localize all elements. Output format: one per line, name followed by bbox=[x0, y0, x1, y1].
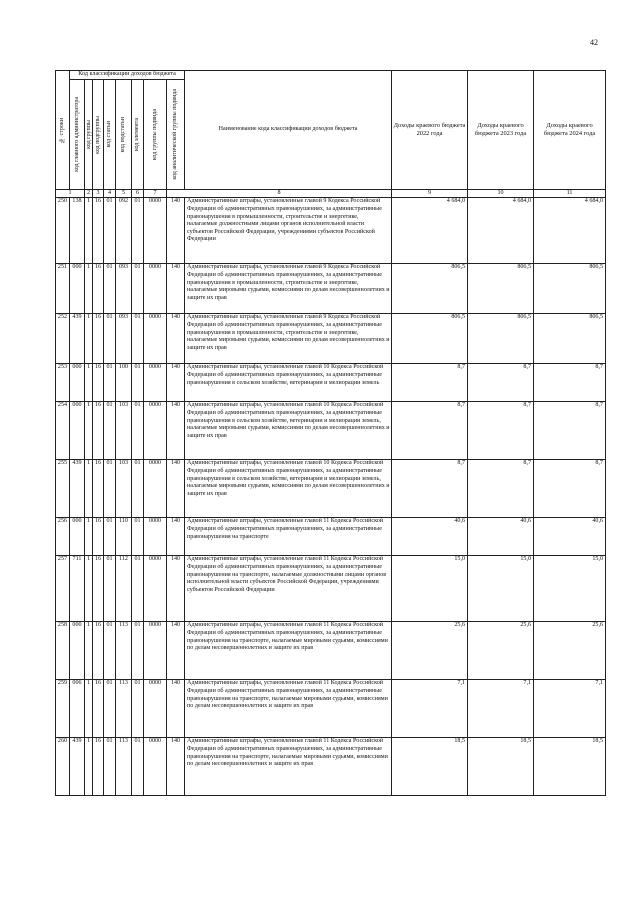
admin-code: 006 bbox=[70, 680, 85, 738]
element-code: 01 bbox=[132, 622, 144, 680]
analytic-group-code: 140 bbox=[167, 518, 185, 556]
row-number: 251 bbox=[56, 264, 70, 314]
group-code: 1 bbox=[85, 622, 93, 680]
income-2023: 40,6 bbox=[468, 518, 534, 556]
subtype-group-code: 0000 bbox=[144, 680, 167, 738]
article-code: 01 bbox=[104, 314, 116, 364]
row-number: 259 bbox=[56, 680, 70, 738]
income-code-name: Административные штрафы, установленные главой 10 Кодекса Российской Федерации об административных правонарушениях, за административные правонарушения в сельском хозяйстве, ветеринарии и мелиорации земель, налагаемые мировыми судьями, комиссиями по делам несовершеннолетних и защите их прав bbox=[185, 402, 392, 460]
income-2024: 40,6 bbox=[534, 518, 606, 556]
column-number-row bbox=[56, 190, 606, 198]
admin-code: 439 bbox=[70, 314, 85, 364]
header-group-code: код группы bbox=[85, 80, 93, 190]
income-code-name: Административные штрафы, установленные главой 10 Кодекса Российской Федерации об административных правонарушениях, за административные правонарушения в сельском хозяйстве, ветеринарии и мелиорации земель, налагаемые мировыми судьями, комиссиями по делам несовершеннолетних и защите их прав bbox=[185, 460, 392, 518]
table-row bbox=[56, 402, 606, 460]
income-code-name: Административные штрафы, установленные главой 9 Кодекса Российской Федерации об административных правонарушениях, за административные правонарушения в промышленности, строительстве и энергетике, налагаемые должностными лицами органов исполнительной власти субъектов Российской Федерации, учреждениями субъектов Российской Федерации bbox=[185, 198, 392, 264]
analytic-group-code: 140 bbox=[167, 402, 185, 460]
substat-code: 103 bbox=[116, 460, 132, 518]
subgroup-code: 16 bbox=[93, 364, 104, 402]
table-row bbox=[56, 314, 606, 364]
group-code: 1 bbox=[85, 556, 93, 622]
column-number: 7 bbox=[144, 190, 167, 198]
income-2024: 18,5 bbox=[534, 738, 606, 796]
income-2022: 4 684,0 bbox=[392, 198, 468, 264]
header-analytic-group-code: код аналитической группы подвида bbox=[167, 80, 185, 190]
column-number: 10 bbox=[468, 190, 534, 198]
element-code: 01 bbox=[132, 556, 144, 622]
subgroup-code: 16 bbox=[93, 198, 104, 264]
article-code: 01 bbox=[104, 518, 116, 556]
subtype-group-code: 0000 bbox=[144, 622, 167, 680]
analytic-group-code: 140 bbox=[167, 680, 185, 738]
article-code: 01 bbox=[104, 622, 116, 680]
row-number: 255 bbox=[56, 460, 70, 518]
income-2022: 806,5 bbox=[392, 314, 468, 364]
column-number: 11 bbox=[534, 190, 606, 198]
subgroup-code: 16 bbox=[93, 680, 104, 738]
subtype-group-code: 0000 bbox=[144, 556, 167, 622]
substat-code: 113 bbox=[116, 680, 132, 738]
row-number: 252 bbox=[56, 314, 70, 364]
group-code: 1 bbox=[85, 738, 93, 796]
subtype-group-code: 0000 bbox=[144, 518, 167, 556]
income-2024: 8,7 bbox=[534, 460, 606, 518]
table-header bbox=[56, 71, 606, 198]
subtype-group-code: 0000 bbox=[144, 460, 167, 518]
column-number: 3 bbox=[93, 190, 104, 198]
table-row bbox=[56, 264, 606, 314]
element-code: 01 bbox=[132, 680, 144, 738]
row-number: 258 bbox=[56, 622, 70, 680]
analytic-group-code: 140 bbox=[167, 460, 185, 518]
table-row bbox=[56, 364, 606, 402]
admin-code: 000 bbox=[70, 402, 85, 460]
subgroup-code: 16 bbox=[93, 518, 104, 556]
element-code: 01 bbox=[132, 738, 144, 796]
article-code: 01 bbox=[104, 402, 116, 460]
column-number: 1 bbox=[56, 190, 85, 198]
analytic-group-code: 140 bbox=[167, 198, 185, 264]
table-body bbox=[56, 198, 606, 796]
income-2022: 7,1 bbox=[392, 680, 468, 738]
substat-code: 093 bbox=[116, 264, 132, 314]
income-code-name: Административные штрафы, установленные главой 9 Кодекса Российской Федерации об административных правонарушениях, за административные правонарушения в промышленности, строительстве и энергетике, налагаемые мировыми судьями, комиссиями по делам несовершеннолетних и защите их прав bbox=[185, 314, 392, 364]
header-income-2022: Доходы краевого бюджета 2022 года bbox=[392, 71, 468, 190]
income-2024: 25,6 bbox=[534, 622, 606, 680]
header-name: Наименование кода классификации доходов бюджета bbox=[185, 71, 392, 190]
substat-code: 092 bbox=[116, 198, 132, 264]
substat-code: 100 bbox=[116, 364, 132, 402]
article-code: 01 bbox=[104, 680, 116, 738]
article-code: 01 bbox=[104, 198, 116, 264]
header-substat-code: код подстатьи bbox=[116, 80, 132, 190]
income-2023: 806,5 bbox=[468, 264, 534, 314]
header-admin-code: код главного администратора bbox=[70, 80, 85, 190]
header-subgroup-code: код подгруппы bbox=[93, 80, 104, 190]
article-code: 01 bbox=[104, 364, 116, 402]
group-code: 1 bbox=[85, 518, 93, 556]
income-2023: 25,6 bbox=[468, 622, 534, 680]
subgroup-code: 16 bbox=[93, 738, 104, 796]
income-2024: 15,0 bbox=[534, 556, 606, 622]
income-2023: 8,7 bbox=[468, 364, 534, 402]
income-2023: 806,5 bbox=[468, 314, 534, 364]
article-code: 01 bbox=[104, 556, 116, 622]
income-code-name: Административные штрафы, установленные главой 11 Кодекса Российской Федерации об административных правонарушениях, за административные правонарушения на транспорте, налагаемые мировыми судьями, комиссиями по делам несовершеннолетних и защите их прав bbox=[185, 622, 392, 680]
article-code: 01 bbox=[104, 264, 116, 314]
admin-code: 439 bbox=[70, 460, 85, 518]
group-code: 1 bbox=[85, 314, 93, 364]
income-2024: 806,5 bbox=[534, 314, 606, 364]
group-code: 1 bbox=[85, 198, 93, 264]
subtype-group-code: 0000 bbox=[144, 198, 167, 264]
column-number: 5 bbox=[116, 190, 132, 198]
column-number: 6 bbox=[132, 190, 144, 198]
group-code: 1 bbox=[85, 364, 93, 402]
header-income-2023: Доходы краевого бюджета 2023 года bbox=[468, 71, 534, 190]
income-2022: 8,7 bbox=[392, 402, 468, 460]
substat-code: 112 bbox=[116, 556, 132, 622]
row-number: 260 bbox=[56, 738, 70, 796]
income-2024: 7,1 bbox=[534, 680, 606, 738]
admin-code: 000 bbox=[70, 518, 85, 556]
budget-income-table bbox=[55, 70, 606, 796]
income-2023: 8,7 bbox=[468, 402, 534, 460]
income-code-name: Административные штрафы, установленные главой 9 Кодекса Российской Федерации об административных правонарушениях, за административные правонарушения в промышленности, строительстве и энергетике, налагаемые мировыми судьями, комиссиями по делам несовершеннолетних и защите их прав bbox=[185, 264, 392, 314]
column-number: 4 bbox=[104, 190, 116, 198]
analytic-group-code: 140 bbox=[167, 556, 185, 622]
income-2022: 18,5 bbox=[392, 738, 468, 796]
article-code: 01 bbox=[104, 738, 116, 796]
substat-code: 093 bbox=[116, 314, 132, 364]
header-classification-group: Код классификации доходов бюджета bbox=[70, 71, 185, 80]
subgroup-code: 16 bbox=[93, 314, 104, 364]
subgroup-code: 16 bbox=[93, 556, 104, 622]
income-2022: 40,6 bbox=[392, 518, 468, 556]
income-2022: 15,0 bbox=[392, 556, 468, 622]
income-code-name: Административные штрафы, установленные главой 11 Кодекса Российской Федерации об административных правонарушениях, за административные правонарушения на транспорте, налагаемые мировыми судьями, комиссиями по делам несовершеннолетних и защите их прав bbox=[185, 738, 392, 796]
substat-code: 113 bbox=[116, 738, 132, 796]
table-row bbox=[56, 198, 606, 264]
article-code: 01 bbox=[104, 460, 116, 518]
table-row bbox=[56, 680, 606, 738]
page-number: 42 bbox=[590, 38, 598, 47]
subtype-group-code: 0000 bbox=[144, 364, 167, 402]
analytic-group-code: 140 bbox=[167, 314, 185, 364]
element-code: 01 bbox=[132, 402, 144, 460]
column-number: 8 bbox=[167, 190, 392, 198]
substat-code: 103 bbox=[116, 402, 132, 460]
income-2023: 7,1 bbox=[468, 680, 534, 738]
subgroup-code: 16 bbox=[93, 402, 104, 460]
subgroup-code: 16 bbox=[93, 460, 104, 518]
analytic-group-code: 140 bbox=[167, 738, 185, 796]
income-2023: 8,7 bbox=[468, 460, 534, 518]
income-2024: 806,5 bbox=[534, 264, 606, 314]
analytic-group-code: 140 bbox=[167, 264, 185, 314]
admin-code: 711 bbox=[70, 556, 85, 622]
subtype-group-code: 0000 bbox=[144, 264, 167, 314]
subtype-group-code: 0000 bbox=[144, 402, 167, 460]
column-number: 9 bbox=[392, 190, 468, 198]
table-row bbox=[56, 460, 606, 518]
table-row bbox=[56, 556, 606, 622]
subtype-group-code: 0000 bbox=[144, 314, 167, 364]
table-row bbox=[56, 738, 606, 796]
admin-code: 000 bbox=[70, 364, 85, 402]
income-2024: 8,7 bbox=[534, 364, 606, 402]
substat-code: 110 bbox=[116, 518, 132, 556]
element-code: 01 bbox=[132, 264, 144, 314]
table-row bbox=[56, 622, 606, 680]
element-code: 01 bbox=[132, 198, 144, 264]
header-element-code: код элемента bbox=[132, 80, 144, 190]
row-number: 254 bbox=[56, 402, 70, 460]
admin-code: 439 bbox=[70, 738, 85, 796]
income-code-name: Административные штрафы, установленные главой 11 Кодекса Российской Федерации об административных правонарушениях, за административные правонарушения на транспорте, налагаемые мировыми судьями, комиссиями по делам несовершеннолетних и защите их прав bbox=[185, 680, 392, 738]
subgroup-code: 16 bbox=[93, 264, 104, 314]
income-code-name: Административные штрафы, установленные главой 11 Кодекса Российской Федерации об административных правонарушениях, за административные правонарушения на транспорте bbox=[185, 518, 392, 556]
substat-code: 113 bbox=[116, 622, 132, 680]
element-code: 01 bbox=[132, 460, 144, 518]
group-code: 1 bbox=[85, 680, 93, 738]
column-number: 2 bbox=[85, 190, 93, 198]
header-row-no: № строки bbox=[56, 71, 70, 190]
subtype-group-code: 0000 bbox=[144, 738, 167, 796]
header-subtype-group-code: код группы подвида bbox=[144, 80, 167, 190]
income-code-name: Административные штрафы, установленные главой 10 Кодекса Российской Федерации об административных правонарушениях, за административные правонарушения в сельском хозяйстве, ветеринарии и мелиорации земель bbox=[185, 364, 392, 402]
income-2024: 8,7 bbox=[534, 402, 606, 460]
admin-code: 138 bbox=[70, 198, 85, 264]
group-code: 1 bbox=[85, 264, 93, 314]
group-code: 1 bbox=[85, 402, 93, 460]
row-number: 256 bbox=[56, 518, 70, 556]
analytic-group-code: 140 bbox=[167, 622, 185, 680]
table-row bbox=[56, 518, 606, 556]
header-income-2024: Доходы краевого бюджета 2024 года bbox=[534, 71, 606, 190]
income-2023: 15,0 bbox=[468, 556, 534, 622]
income-code-name: Административные штрафы, установленные главой 11 Кодекса Российской Федерации об административных правонарушениях, за административные правонарушения на транспорте, налагаемые должностными лицами органов исполнительной власти субъектов Российской Федерации, учреждениями субъектов Российской Федерации bbox=[185, 556, 392, 622]
row-number: 253 bbox=[56, 364, 70, 402]
income-2023: 4 684,0 bbox=[468, 198, 534, 264]
subgroup-code: 16 bbox=[93, 622, 104, 680]
income-2022: 8,7 bbox=[392, 364, 468, 402]
income-2022: 806,5 bbox=[392, 264, 468, 314]
income-2022: 25,6 bbox=[392, 622, 468, 680]
element-code: 01 bbox=[132, 364, 144, 402]
row-number: 257 bbox=[56, 556, 70, 622]
element-code: 01 bbox=[132, 314, 144, 364]
income-2023: 18,5 bbox=[468, 738, 534, 796]
element-code: 01 bbox=[132, 518, 144, 556]
income-2024: 4 684,0 bbox=[534, 198, 606, 264]
income-2022: 8,7 bbox=[392, 460, 468, 518]
admin-code: 000 bbox=[70, 264, 85, 314]
row-number: 250 bbox=[56, 198, 70, 264]
admin-code: 000 bbox=[70, 622, 85, 680]
header-article-code: код статьи bbox=[104, 80, 116, 190]
analytic-group-code: 140 bbox=[167, 364, 185, 402]
group-code: 1 bbox=[85, 460, 93, 518]
